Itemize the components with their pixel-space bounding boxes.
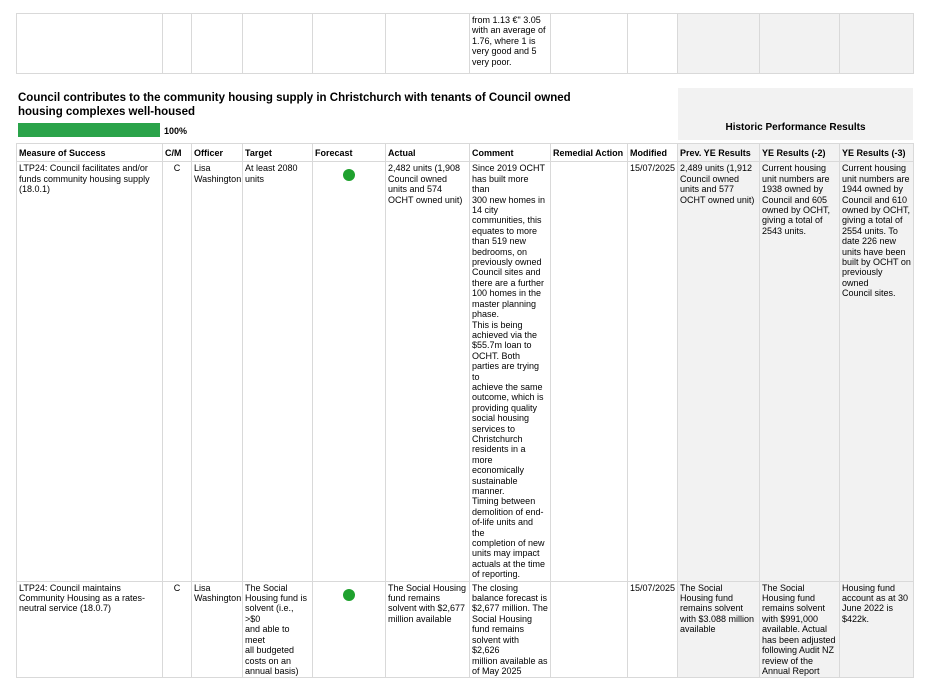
forecast-cell [313,162,386,581]
modified-cell: 15/07/2025 [628,162,678,581]
fragment-cell [628,14,678,74]
progress-bar [18,123,160,137]
comment-cell: Since 2019 OCHT has built more than 300 new homes in 14 city communities, this equates to more than 519 new bedrooms, on previously owned Council sites and there are a further 100 homes in the master planning phase. This is being achieved via the $55.7m loan to OCHT. Both parties are trying to achieve the same outcome, which is providing quality social housing services to Christchurch residents in a more economically sustainable manner. Timing between demolition of end- of-life units and the completion of new units may impact actuals at the time of reporting. [470,162,551,581]
forecast-status-dot-icon [343,589,355,601]
measure-cell: LTP24: Council maintains Community Housing as a rates- neutral service (18.0.7) [17,581,163,678]
actual-cell: 2,482 units (1,908 Council owned units and 574 OCHT owned unit) [386,162,470,581]
col-header-actual: Actual [386,144,470,162]
col-header-comment: Comment [470,144,551,162]
target-cell: At least 2080 units [243,162,313,581]
ye3-cell: Current housing unit numbers are 1944 owned by Council and 610 owned by OCHT, giving a total of 2554 units. To date 226 new units have been built by OCHT on previously owned Council sites. [840,162,914,581]
progress-label: 100% [164,126,188,136]
col-header-forecast: Forecast [313,144,386,162]
fragment-cell [551,14,628,74]
fragment-comment: from 1.13 €" 3.05 with an average of 1.76, where 1 is very good and 5 very poor. [470,14,551,74]
col-header-ye2: YE Results (-2) [760,144,840,162]
measures-table [16,143,914,678]
measure-cell: LTP24: Council facilitates and/or funds community housing supply (18.0.1) [17,162,163,581]
col-header-ye3: YE Results (-3) [840,144,914,162]
ye2-cell: The Social Housing fund remains solvent with $991,000 available. Actual has been adjusted following Audit NZ review of the Annual Report [760,581,840,678]
fragment-cell [313,14,386,74]
table-row [17,162,914,581]
fragment-cell [192,14,243,74]
col-header-cm: C/M [163,144,192,162]
fragment-cell [760,14,840,74]
target-cell: The Social Housing fund is solvent (i.e., >$0 and able to meet all budgeted costs on an annual basis) [243,581,313,678]
cm-cell: C [163,162,192,581]
actual-cell: The Social Housing fund remains solvent with $2,677 million available [386,581,470,678]
cm-cell: C [163,581,192,678]
col-header-officer: Officer [192,144,243,162]
modified-cell: 15/07/2025 [628,581,678,678]
fragment-cell [17,14,163,74]
officer-cell: Lisa Washington [192,581,243,678]
fragment-cell [386,14,470,74]
fragment-cell [243,14,313,74]
col-header-prev-ye: Prev. YE Results [678,144,760,162]
col-header-remedial: Remedial Action [551,144,628,162]
table-row [17,581,914,678]
forecast-status-dot-icon [343,169,355,181]
prev-ye-cell: The Social Housing fund remains solvent with $3.088 million available [678,581,760,678]
fragment-cell [163,14,192,74]
fragment-cell [840,14,914,74]
historic-performance-title: Historic Performance Results [725,122,866,133]
ye3-cell: Housing fund account as at 30 June 2022 is $422k. [840,581,914,678]
forecast-cell [313,581,386,678]
ye2-cell: Current housing unit numbers are 1938 owned by Council and 605 owned by OCHT, giving a total of 2543 units. [760,162,840,581]
header-row [17,144,914,162]
col-header-target: Target [243,144,313,162]
remedial-cell [551,162,628,581]
col-header-measure: Measure of Success [17,144,163,162]
prev-ye-cell: 2,489 units (1,912 Council owned units and 577 OCHT owned unit) [678,162,760,581]
remedial-cell [551,581,628,678]
section-title: Council contributes to the community housing supply in Christchurch with tenants of Council owned housing complexes well-housed [18,92,571,118]
col-header-modified: Modified [628,144,678,162]
fragment-cell [678,14,760,74]
officer-cell: Lisa Washington [192,162,243,581]
previous-table-fragment [16,13,914,74]
comment-cell: The closing balance forecast is $2,677 million. The Social Housing fund remains solvent with $2,626 million available as of May 2025 [470,581,551,678]
